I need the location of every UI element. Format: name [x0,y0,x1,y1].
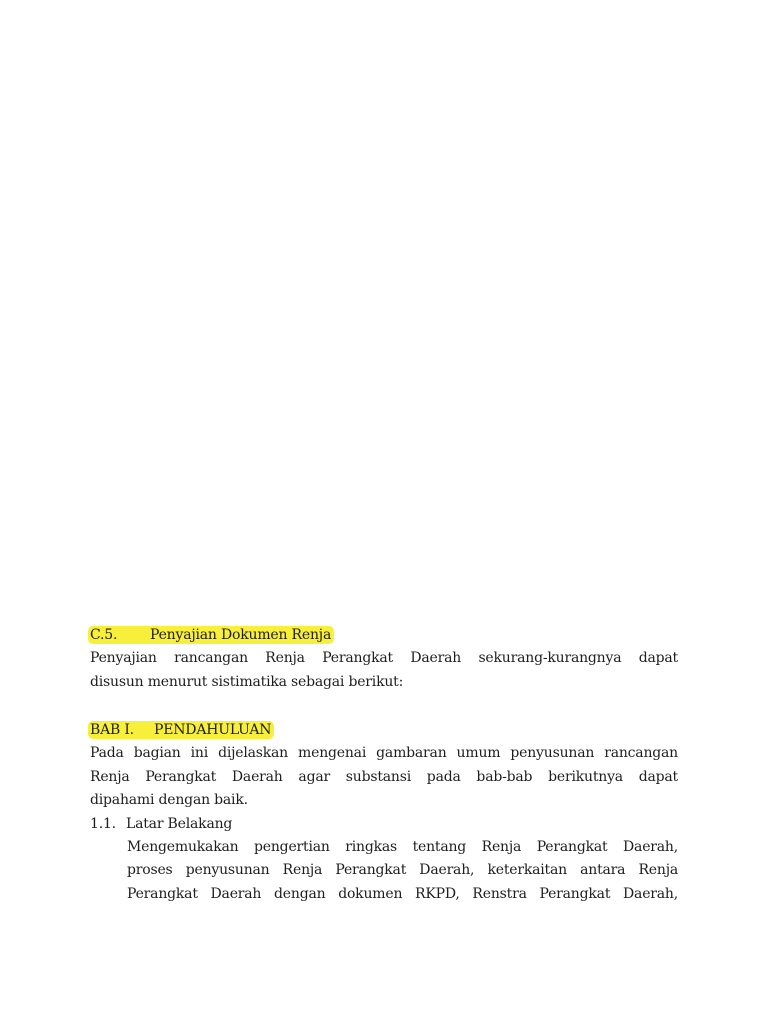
chapter-body-line: Renja Perangkat Daerah agar substansi pada bab-bab berikutnya dapat [90,769,678,785]
section-heading-highlight [88,626,334,644]
section-intro-line: disusun menurut sistimatika sebagai berikut: [90,674,404,690]
section-number: C.5. [90,627,118,643]
chapter-heading-highlight [88,721,274,739]
chapter-title: PENDAHULUAN [154,722,272,738]
subsection-body-line: Mengemukakan pengertian ringkas tentang Renja Perangkat Daerah, [127,839,678,855]
subsection-heading [90,813,678,835]
chapter-body-line: Pada bagian ini dijelaskan mengenai gambaran umum penyusunan rancangan [90,745,678,761]
subsection-number: 1.1. [90,816,116,832]
chapter-number: BAB I. [90,722,134,738]
subsection-title: Latar Belakang [126,816,233,832]
section-heading [90,624,678,646]
subsection-body-line: Perangkat Daerah dengan dokumen RKPD, Renstra Perangkat Daerah, [127,886,678,902]
chapter-heading [90,719,678,741]
section-title: Penyajian Dokumen Renja [150,627,332,643]
subsection-body-line: proses penyusunan Renja Perangkat Daerah, keterkaitan antara Renja [127,862,678,878]
chapter-body-line: dipahami dengan baik. [90,792,248,808]
section-intro-line: Penyajian rancangan Renja Perangkat Daerah sekurang-kurangnya dapat [90,650,678,666]
